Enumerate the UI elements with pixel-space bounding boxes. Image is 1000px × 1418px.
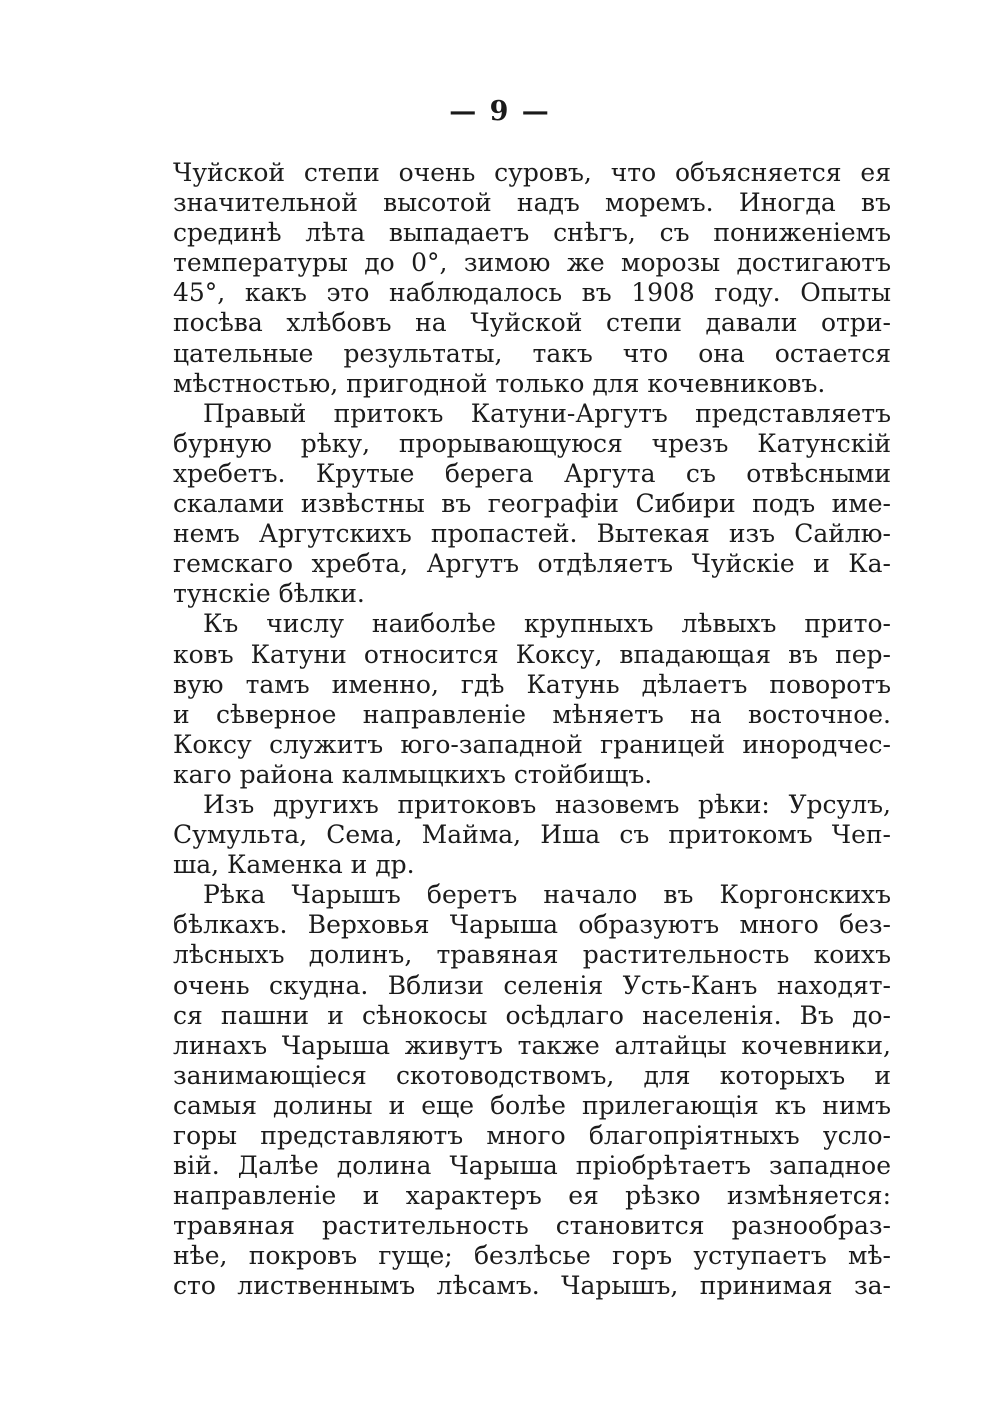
text-line: хребетъ. Крутые берега Аргута съ отвѣсными xyxy=(173,458,891,488)
text-line: очень скудна. Вблизи селенія Усть-Канъ находят- xyxy=(173,970,891,1000)
page-number: — 9 — xyxy=(449,96,551,127)
text-line: Сумульта, Сема, Майма, Иша съ притокомъ Чеп- xyxy=(173,820,891,850)
paragraph xyxy=(173,880,891,1301)
text-line: сто лиственнымъ лѣсамъ. Чарышъ, принимая за- xyxy=(173,1271,891,1301)
text-line: занимающіеся скотоводствомъ, для которыхъ и xyxy=(173,1060,891,1090)
text-line: срединѣ лѣта выпадаетъ снѣгъ, съ пониженіемъ xyxy=(173,218,891,248)
text-line: Чуйской степи очень суровъ, что объясняется ея xyxy=(173,158,891,187)
text-line: значительной высотой надъ моремъ. Иногда въ xyxy=(173,188,891,218)
text-line: нѣе, покровъ гуще; безлѣсье горъ уступаетъ мѣ- xyxy=(173,1241,891,1271)
text-line: вій. Далѣе долина Чарыша пріобрѣтаетъ западное xyxy=(173,1151,891,1181)
text-line: 45°, какъ это наблюдалось въ 1908 году. Опыты xyxy=(173,278,891,308)
paragraph xyxy=(173,790,891,880)
text-line: каго района калмыцкихъ стойбищъ. xyxy=(173,759,653,789)
text-line: Рѣка Чарышъ беретъ начало въ Коргонскихъ xyxy=(203,880,891,910)
text-line: лѣсныхъ долинъ, травяная растительность коихъ xyxy=(173,940,891,970)
paragraph xyxy=(173,609,891,790)
paragraph xyxy=(173,399,891,610)
paragraph xyxy=(173,158,891,399)
text-line: Изъ другихъ притоковъ назовемъ рѣки: Урсулъ, xyxy=(203,789,891,819)
text-line: самыя долины и еще болѣе прилегающія къ нимъ xyxy=(173,1090,891,1120)
text-line: направленіе и характеръ ея рѣзко измѣняется: xyxy=(173,1181,891,1211)
text-line: травяная растительность становится разнообраз- xyxy=(173,1211,891,1241)
text-line: скалами извѣстны въ географіи Сибири подъ име- xyxy=(173,489,891,519)
text-line: Правый притокъ Катуни-Аргутъ представляетъ xyxy=(203,398,891,428)
text-line: температуры до 0°, зимою же морозы достигаютъ xyxy=(173,248,891,278)
text-line: ковъ Катуни относится Коксу, впадающая въ пер- xyxy=(173,639,891,669)
text-line: немъ Аргутскихъ пропастей. Вытекая изъ Сайлю- xyxy=(173,519,891,549)
text-line: Коксу служитъ юго-западной границей инородчес- xyxy=(173,729,891,759)
text-line: бурную рѣку, прорывающуюся чрезъ Катунскій xyxy=(173,428,891,458)
text-line: Къ числу наиболѣе крупныхъ лѣвыхъ прито- xyxy=(203,609,891,639)
text-line: горы представляютъ много благопріятныхъ усло- xyxy=(173,1121,891,1150)
text-line: цательные результаты, такъ что она остается xyxy=(173,338,891,368)
text-line: мѣстностью, пригодной только для кочевниковъ. xyxy=(173,368,826,398)
text-line: и сѣверное направленіе мѣняетъ на восточное. xyxy=(173,699,891,729)
text-line: ся пашни и сѣнокосы осѣдлаго населенія. Въ до- xyxy=(173,1000,891,1030)
text-line: линахъ Чарыша живутъ также алтайцы кочевники, xyxy=(173,1030,891,1060)
text-line: посѣва хлѣбовъ на Чуйской степи давали отри- xyxy=(173,308,891,338)
text-line: вую тамъ именно, гдѣ Катунь дѣлаетъ поворотъ xyxy=(173,669,891,699)
text-line: гемскаго хребта, Аргутъ отдѣляетъ Чуйскіе и Ка- xyxy=(173,549,891,579)
text-line: бѣлкахъ. Верховья Чарыша образуютъ много без- xyxy=(173,910,891,940)
text-line: ша, Каменка и др. xyxy=(173,850,415,880)
body-text xyxy=(173,158,891,1302)
text-line: тунскіе бѣлки. xyxy=(173,579,365,609)
